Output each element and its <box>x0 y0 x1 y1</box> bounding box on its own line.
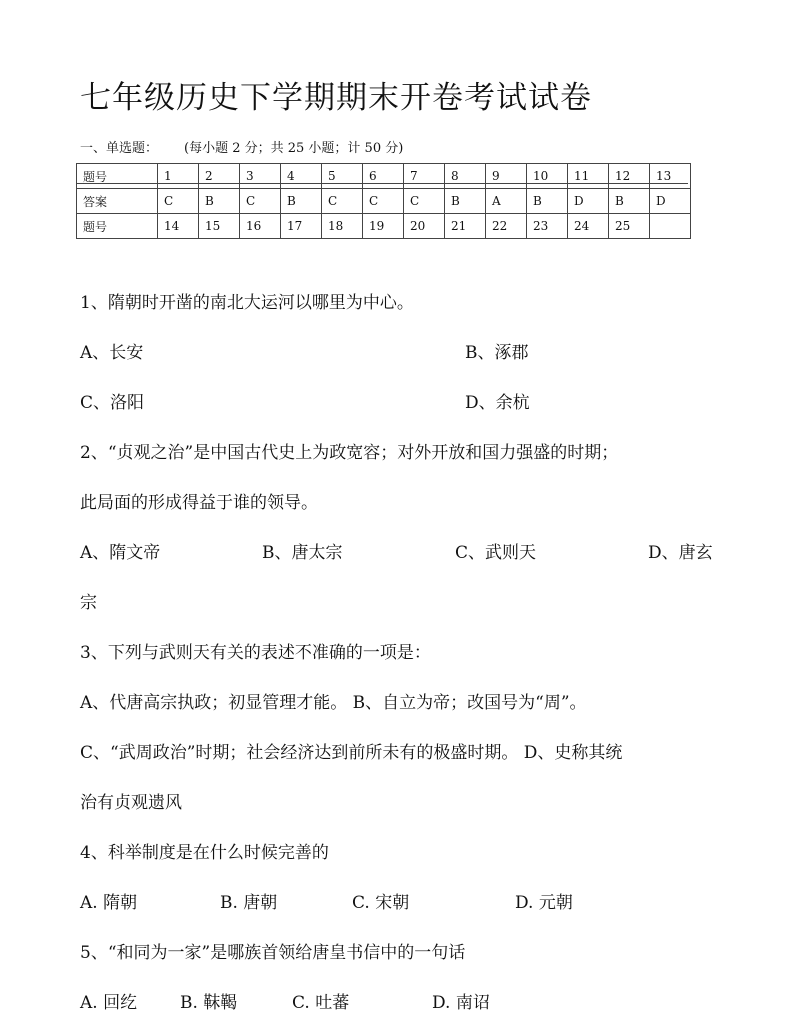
table-cell: 10 <box>527 164 568 189</box>
table-cell: 23 <box>527 214 568 239</box>
question-2-option-b: B、唐太宗 <box>262 543 343 563</box>
table-cell: 2 <box>199 164 240 189</box>
table-cell: C <box>404 189 445 214</box>
question-3-options-line-1: A、代唐高宗执政；初显管理才能。 B、自立为帝；改国号为“周”。 <box>80 693 587 713</box>
table-row <box>77 214 691 239</box>
table-cell: 24 <box>568 214 609 239</box>
page-title: 七年级历史下学期期末开卷考试试卷 <box>80 80 592 116</box>
question-5-option-a: A. 回纥 <box>80 993 138 1013</box>
table-cell: 答案 <box>77 189 158 214</box>
section-heading <box>80 137 403 156</box>
question-4-option-c: C. 宋朝 <box>352 893 410 913</box>
table-cell: 13 <box>650 164 691 189</box>
question-2-stem-line-1: 2、“贞观之治”是中国古代史上为政宽容；对外开放和国力强盛的时期； <box>80 443 619 463</box>
table-cell: 3 <box>240 164 281 189</box>
table-cell: 22 <box>486 214 527 239</box>
table-cell: 7 <box>404 164 445 189</box>
question-5-option-b: B. 靺鞨 <box>180 993 238 1013</box>
table-cell: 12 <box>609 164 650 189</box>
table-row <box>77 189 691 214</box>
question-2-option-a: A、隋文帝 <box>80 543 161 563</box>
question-2-stem-line-2: 此局面的形成得益于谁的领导。 <box>80 493 318 513</box>
table-cell: 16 <box>240 214 281 239</box>
table-cell: 题号 <box>77 164 158 189</box>
question-3-stem: 3、下列与武则天有关的表述不准确的一项是： <box>80 643 431 663</box>
question-1-option-a: A、长安 <box>80 343 144 363</box>
strikethrough-line <box>76 183 688 184</box>
question-2-option-c: C、武则天 <box>455 543 537 563</box>
table-cell: 5 <box>322 164 363 189</box>
question-1-stem: 1、隋朝时开凿的南北大运河以哪里为中心。 <box>80 293 414 313</box>
table-cell: 11 <box>568 164 609 189</box>
question-4-option-b: B. 唐朝 <box>220 893 278 913</box>
question-1-option-c: C、洛阳 <box>80 393 145 413</box>
section-note: (每小题 2 分；共 25 小题；计 50 分) <box>184 141 404 156</box>
table-cell <box>650 214 691 239</box>
question-4-option-a: A. 隋朝 <box>80 893 138 913</box>
question-1-option-b: B、涿郡 <box>465 343 529 363</box>
table-cell: B <box>445 189 486 214</box>
table-cell: C <box>240 189 281 214</box>
table-cell: 4 <box>281 164 322 189</box>
table-cell: C <box>363 189 404 214</box>
question-2-option-d-wrap: 宗 <box>80 593 97 613</box>
table-cell: 9 <box>486 164 527 189</box>
table-cell: 14 <box>158 214 199 239</box>
question-5-stem: 5、“和同为一家”是哪族首领给唐皇书信中的一句话 <box>80 943 466 963</box>
question-1-option-d: D、余杭 <box>465 393 530 413</box>
table-cell: B <box>199 189 240 214</box>
table-cell: B <box>281 189 322 214</box>
table-cell: 21 <box>445 214 486 239</box>
table-cell: 18 <box>322 214 363 239</box>
question-5-option-c: C. 吐蕃 <box>292 993 350 1013</box>
table-cell: 20 <box>404 214 445 239</box>
question-4-option-d: D. 元朝 <box>515 893 573 913</box>
question-5-option-d: D. 南诏 <box>432 993 490 1013</box>
table-cell: 17 <box>281 214 322 239</box>
table-cell: 8 <box>445 164 486 189</box>
answer-table <box>76 163 691 239</box>
table-cell: D <box>650 189 691 214</box>
table-cell: 15 <box>199 214 240 239</box>
question-3-options-line-3: 治有贞观遗风 <box>80 793 182 813</box>
question-4-stem: 4、科举制度是在什么时候完善的 <box>80 843 329 863</box>
table-cell: B <box>527 189 568 214</box>
table-cell: B <box>609 189 650 214</box>
table-cell: 1 <box>158 164 199 189</box>
table-cell: 6 <box>363 164 404 189</box>
table-cell: 题号 <box>77 214 158 239</box>
question-2-option-d: D、唐玄 <box>648 543 713 563</box>
section-title: 一、单选题： <box>80 141 159 156</box>
table-cell: 19 <box>363 214 404 239</box>
table-cell: C <box>158 189 199 214</box>
table-cell: 25 <box>609 214 650 239</box>
table-cell: C <box>322 189 363 214</box>
question-3-options-line-2: C、“武周政治”时期；社会经济达到前所未有的极盛时期。 D、史称其统 <box>80 743 623 763</box>
table-row <box>77 164 691 189</box>
table-cell: A <box>486 189 527 214</box>
table-cell: D <box>568 189 609 214</box>
